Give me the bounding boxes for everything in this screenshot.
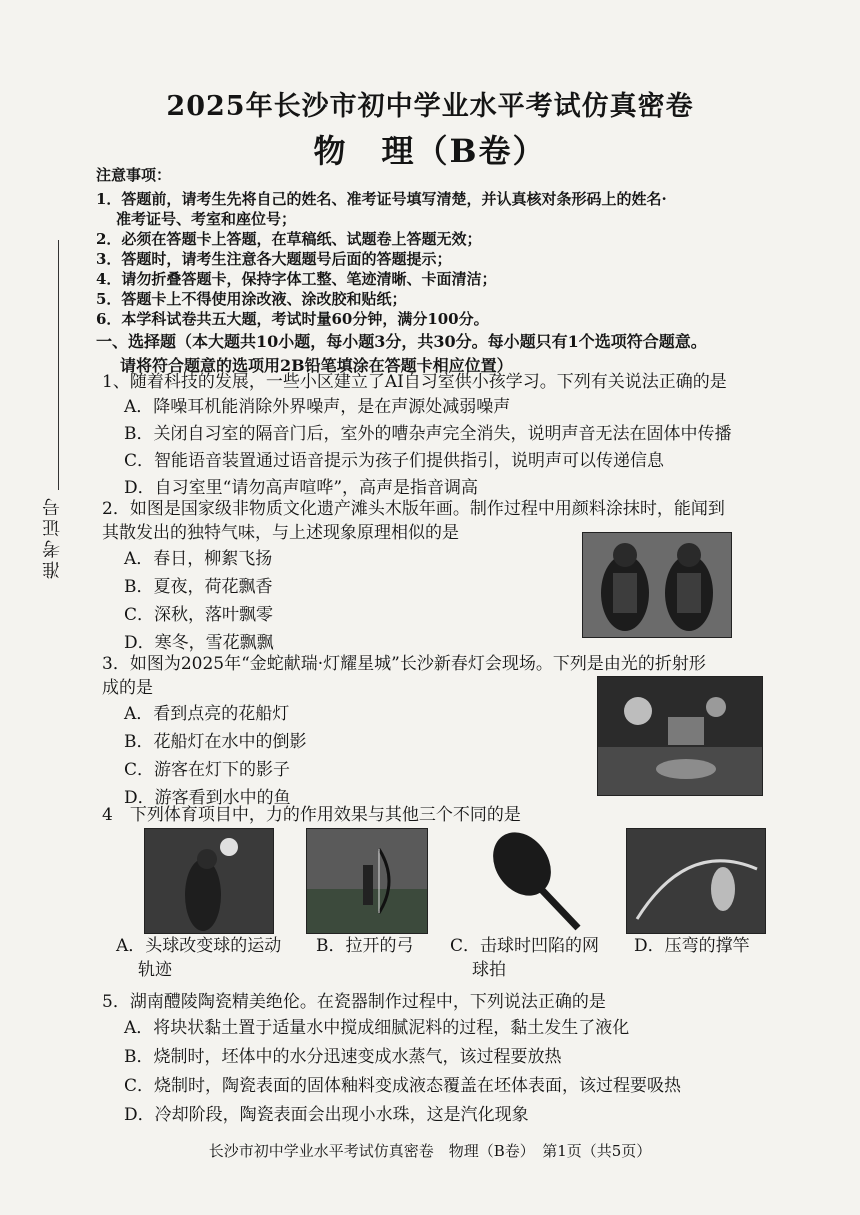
option-a: A．看到点亮的花船灯 [124, 704, 290, 724]
notes-block [96, 164, 816, 329]
question-stem: 3．如图为2025年“金蛇献瑞·灯耀星城”长沙新春灯会现场。下列是由光的折射形 [102, 654, 706, 674]
option-d: D．自习室里“请勿高声喧哗”，高声是指音调高 [124, 478, 479, 498]
option-a-line2: 轨迹 [138, 960, 172, 980]
archery-image [306, 828, 428, 934]
option-c-line2: 球拍 [472, 960, 506, 980]
option-a: A．将块状黏土置于适量水中搅成细腻泥料的过程，黏土发生了液化 [124, 1018, 630, 1038]
note-item: 6．本学科试卷共五大题，考试时量60分钟，满分100分。 [96, 310, 489, 328]
question-stem: 4 下列体育项目中，力的作用效果与其他三个不同的是 [102, 805, 521, 825]
option-d-line1: D．压弯的撑竿 [634, 936, 750, 956]
option-a: A．春日，柳絮飞扬 [124, 549, 273, 569]
tennis-racket-icon [482, 828, 586, 932]
note-item: 4．请勿折叠答题卡，保持字体工整、笔迹清晰、卡面清洁； [96, 270, 497, 288]
question-stem-line2: 成的是 [102, 678, 153, 698]
note-item: 3．答题时，请考生注意各大题题号后面的答题提示； [96, 250, 452, 268]
question-stem: 5．湖南醴陵陶瓷精美绝伦。在瓷器制作过程中，下列说法正确的是 [102, 992, 606, 1012]
option-c: C．游客在灯下的影子 [124, 760, 291, 780]
subject-title: 物 理（B卷） [313, 132, 547, 170]
option-b: B．夏夜，荷花飘香 [124, 577, 273, 597]
note-item: 准考证号、考室和座位号； [116, 210, 297, 228]
football-header-icon [145, 829, 273, 933]
question-1 [102, 370, 732, 502]
tennis-racket-image [482, 828, 586, 932]
question-4 [102, 803, 521, 827]
option-a-line1: A．头球改变球的运动 [116, 936, 282, 956]
lantern-festival-image [597, 676, 763, 796]
header-ball-image [144, 828, 274, 934]
option-c: C．深秋，落叶飘零 [124, 605, 274, 625]
exam-number-label: 准考证号 [42, 495, 63, 579]
question-5 [102, 990, 681, 1130]
option-c: C．智能语音装置通过语音提示为孩子们提供指引，说明声可以传递信息 [124, 451, 665, 471]
note-item: 1．答题前，请考生先将自己的姓名、准考证号填写清楚，并认真核对条形码上的姓名· [96, 190, 667, 208]
option-b [316, 934, 414, 958]
option-a: A．降噪耳机能消除外界噪声，是在声源处减弱噪声 [124, 397, 511, 417]
section-heading-line: 一、选择题（本大题共10小题，每小题3分，共30分。每小题只有1个选项符合题意。 [96, 332, 707, 351]
option-b-line1: B．拉开的弓 [316, 936, 414, 956]
woodblock-figures-icon [583, 533, 731, 637]
pole-vault-image [626, 828, 766, 934]
lantern-scene-icon [598, 677, 762, 795]
note-item: 5．答题卡上不得使用涂改液、涂改胶和贴纸； [96, 290, 407, 308]
notes-heading: 注意事项： [96, 166, 172, 184]
option-b: B．烧制时，坯体中的水分迅速变成水蒸气，该过程要放热 [124, 1047, 562, 1067]
woodblock-print-image [582, 532, 732, 638]
section-heading-line: 请将符合题意的选项用2B铅笔填涂在答题卡相应位置） [120, 356, 513, 375]
option-c [450, 934, 599, 982]
option-a [116, 934, 281, 982]
option-d: D．游客看到水中的鱼 [124, 788, 291, 808]
question-stem-line2: 其散发出的独特气味，与上述现象原理相似的是 [102, 523, 459, 543]
option-d: D．寒冬，雪花飘飘 [124, 633, 274, 653]
option-b: B．关闭自习室的隔音门后，室外的嘈杂声完全消失，说明声音无法在固体中传播 [124, 424, 732, 444]
side-fill-line [58, 240, 59, 490]
exam-title: 2025年长沙市初中学业水平考试仿真密卷 [166, 91, 694, 122]
pole-vault-icon [627, 829, 765, 933]
option-c-line1: C．击球时凹陷的网 [450, 936, 600, 956]
question-stem: 2．如图是国家级非物质文化遗产滩头木版年画。制作过程中用颜料涂抹时，能闻到 [102, 499, 725, 519]
page-footer: 长沙市初中学业水平考试仿真密卷 物理（B卷） 第1页（共5页） [208, 1142, 652, 1160]
archery-bow-icon [307, 829, 427, 933]
question-stem: 1、随着科技的发展，一些小区建立了AI自习室供小孩学习。下列有关说法正确的是 [102, 372, 727, 392]
option-d: D．冷却阶段，陶瓷表面会出现小水珠，这是汽化现象 [124, 1105, 529, 1125]
option-c: C．烧制时，陶瓷表面的固体釉料变成液态覆盖在坯体表面，该过程要吸热 [124, 1076, 682, 1096]
note-item: 2．必须在答题卡上答题，在草稿纸、试题卷上答题无效； [96, 230, 482, 248]
option-b: B．花船灯在水中的倒影 [124, 732, 307, 752]
option-d [634, 934, 750, 958]
